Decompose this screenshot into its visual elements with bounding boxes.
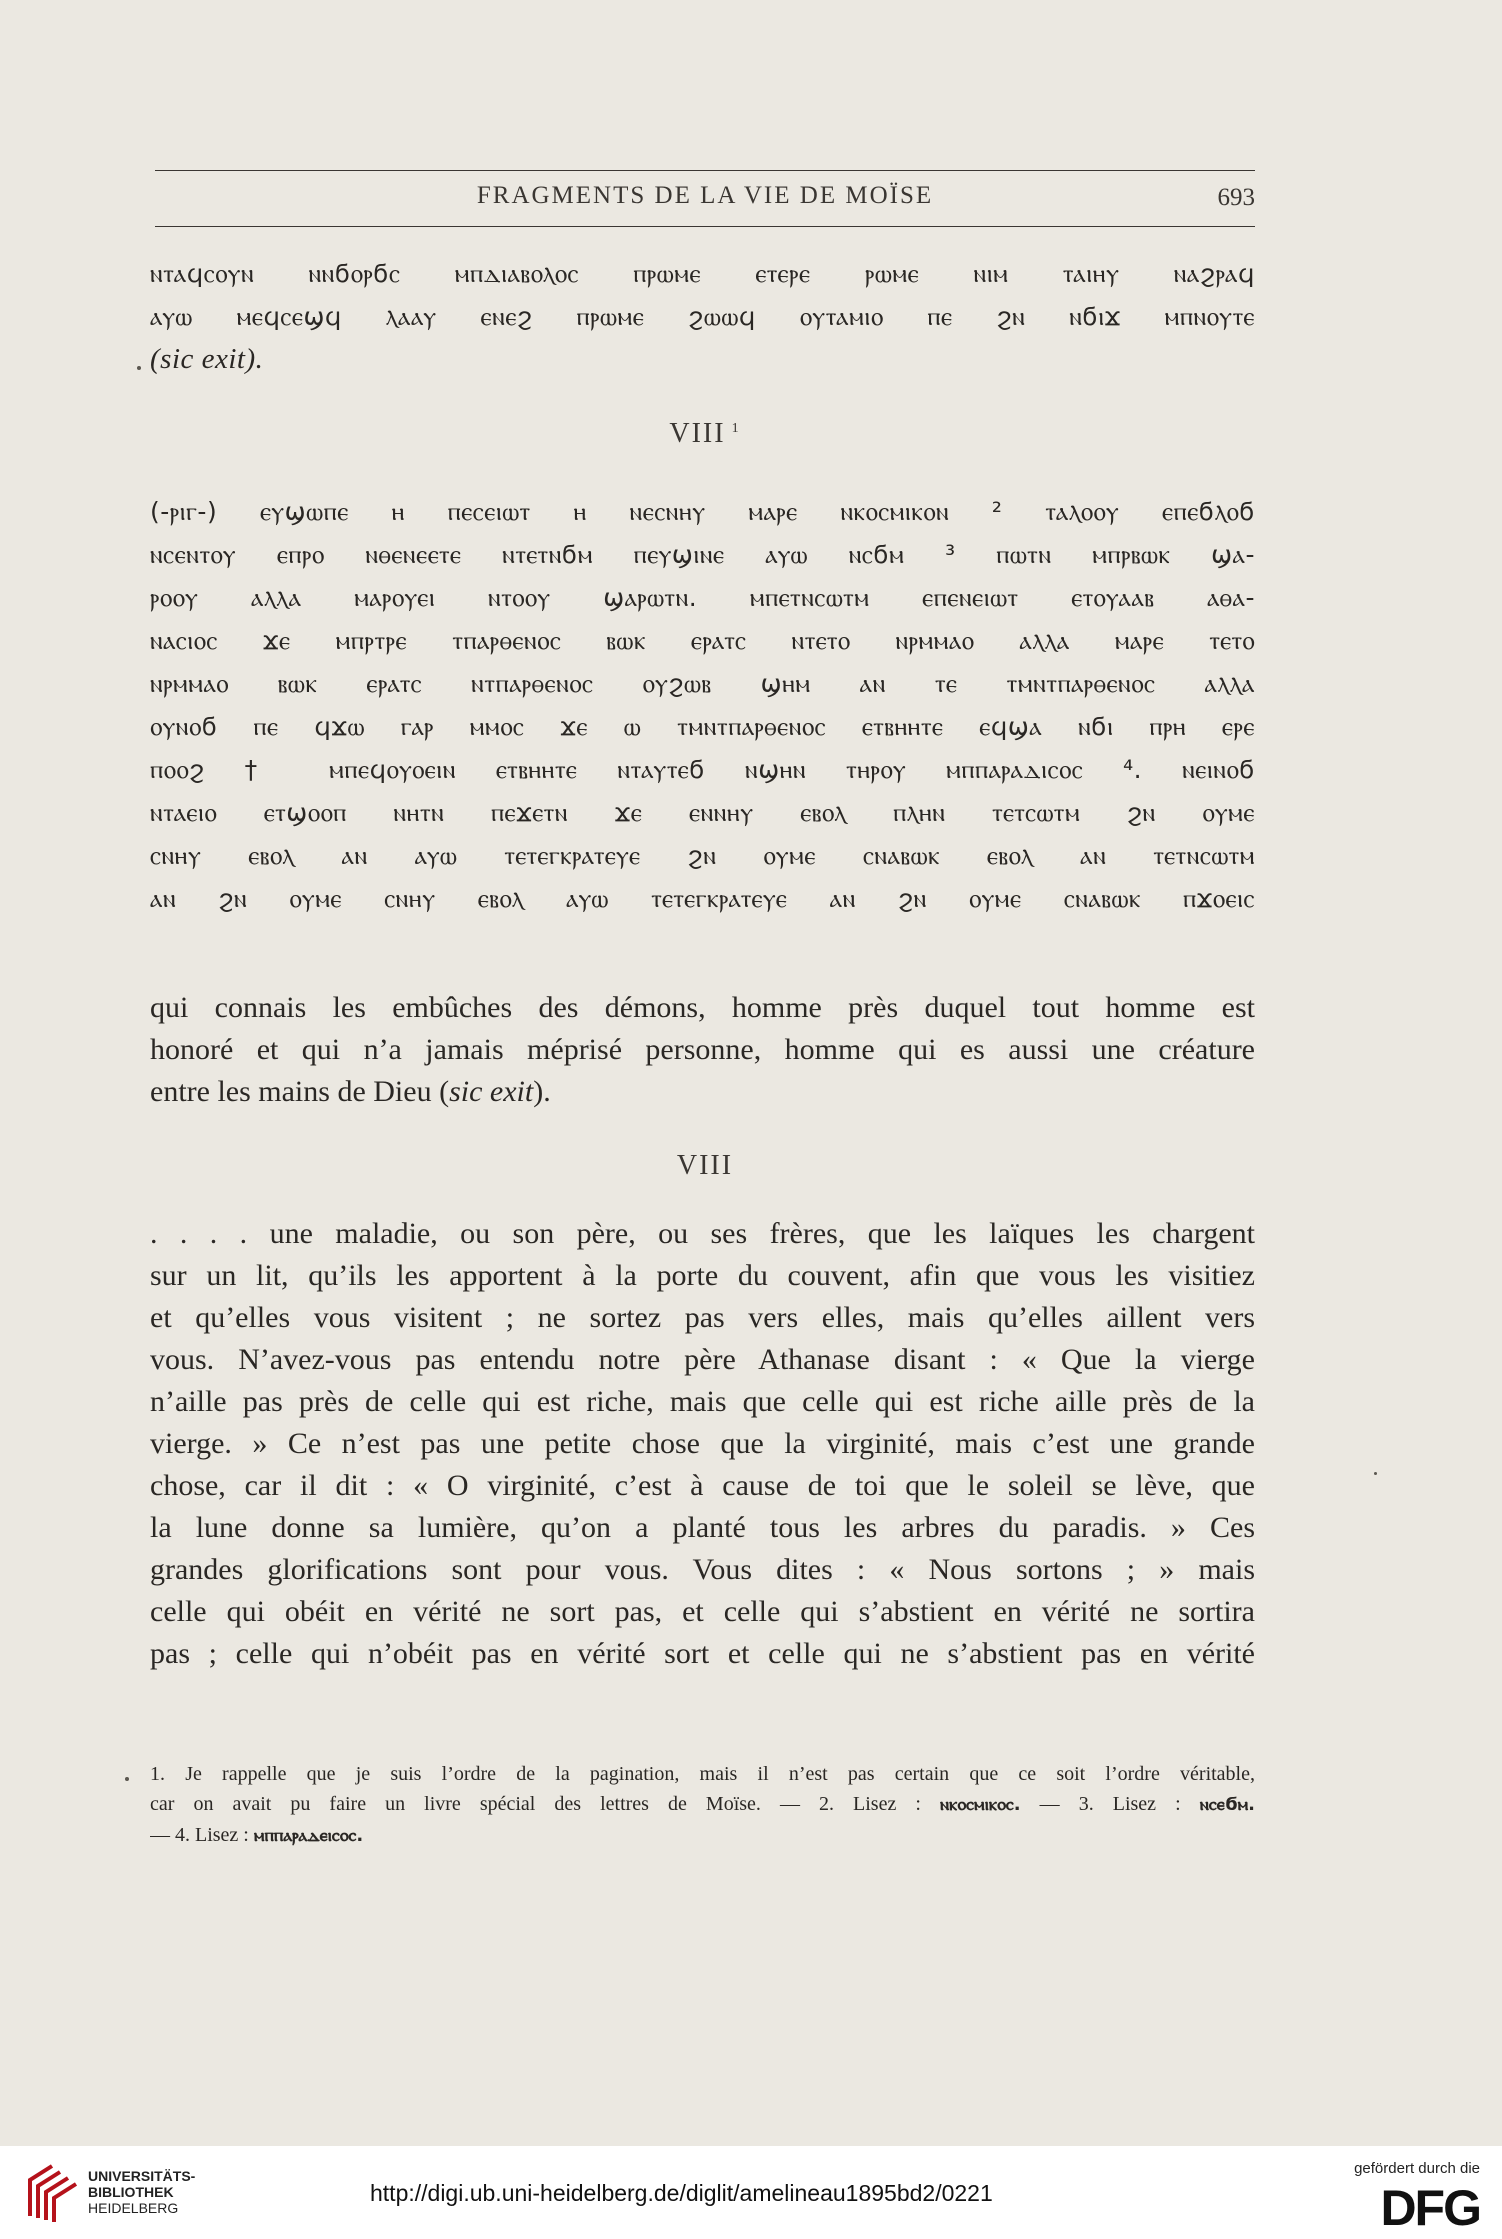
coptic-line: ⲛⲧⲁⲉⲓⲟ ⲉⲧϣⲟⲟⲡ ⲛⲏⲧⲛ ⲡⲉϫⲉⲧⲛ ϫⲉ ⲉⲛⲛⲏⲩ ⲉⲃⲟⲗ ⲡⲗⲏⲛ ⲧⲉⲧⲥⲱⲧⲙ ϩⲛ ⲟⲩⲙⲉ bbox=[150, 798, 1255, 827]
french-line: chose, car il dit : « O virginité, c’est à cause de toi que le soleil se lève, que bbox=[150, 1469, 1255, 1502]
page-number: 693 bbox=[1217, 184, 1255, 211]
scan-speck bbox=[137, 366, 141, 370]
university-library-logo-icon bbox=[22, 2158, 80, 2224]
scan-speck bbox=[1374, 1472, 1377, 1475]
section-numeral: VIII bbox=[669, 418, 726, 449]
funder-note: gefördert durch die bbox=[1354, 2160, 1480, 2177]
footnote-ref: 1 bbox=[731, 420, 741, 436]
sic-exit: (sic exit). bbox=[150, 343, 264, 375]
french-line-last: entre les mains de Dieu (sic exit). bbox=[150, 1075, 551, 1108]
french-line: qui connais les embûches des démons, homme près duquel tout homme est bbox=[150, 991, 1255, 1024]
french-line: n’aille pas près de celle qui est riche, mais que celle qui est riche aille près de la bbox=[150, 1385, 1255, 1418]
running-title: FRAGMENTS DE LA VIE DE MOÏSE bbox=[476, 182, 934, 209]
section-numeral: VIII bbox=[676, 1150, 734, 1181]
french-line: pas ; celle qui n’obéit pas en vérité sort et celle qui ne s’abstient pas en vérité bbox=[150, 1637, 1255, 1670]
french-line: grandes glorifications sont pour vous. Vous dites : « Nous sortons ; » mais bbox=[150, 1553, 1255, 1586]
coptic-line: ⲡⲟⲟϩ † ⲙⲡⲉϥⲟⲩⲟⲉⲓⲛ ⲉⲧⲃⲏⲏⲧⲉ ⲛⲧⲁⲩⲧⲉϭ ⲛϣⲏⲛ ⲧⲏⲣⲟⲩ ⲙⲡⲡⲁⲣⲁⲇⲓⲥⲟⲥ ⁴. ⲛⲉⲓⲛⲟϭ bbox=[150, 755, 1255, 784]
french-line: et qu’elles vous visitent ; ne sortez pas vers elles, mais qu’elles aillent vers bbox=[150, 1301, 1255, 1334]
permalink[interactable]: http://digi.ub.uni-heidelberg.de/diglit/amelineau1895bd2/0221 bbox=[370, 2180, 993, 2206]
french-line: sur un lit, qu’ils les apportent à la porte du couvent, afin que vous les visitiez bbox=[150, 1259, 1255, 1292]
french-line: vous. N’avez-vous pas entendu notre père Athanase disant : « Que la vierge bbox=[150, 1343, 1255, 1376]
coptic-line: ⲛⲣⲙⲙⲁⲟ ⲃⲱⲕ ⲉⲣⲁⲧⲥ ⲛⲧⲡⲁⲣⲑⲉⲛⲟⲥ ⲟⲩϩⲱⲃ ϣⲏⲙ ⲁⲛ ⲧⲉ ⲧⲙⲛⲧⲡⲁⲣⲑⲉⲛⲟⲥ ⲁⲗⲗⲁ bbox=[150, 669, 1255, 698]
coptic-top-line: ⲁⲩⲱ ⲙⲉϥⲥⲉϣϥ ⲗⲁⲁⲩ ⲉⲛⲉϩ ⲡⲣⲱⲙⲉ ϩⲱⲱϥ ⲟⲩⲧⲁⲙⲓⲟ ⲡⲉ ϩⲛ ⲛϭⲓϫ ⲙⲡⲛⲟⲩⲧⲉ bbox=[150, 302, 1255, 331]
library-name: UNIVERSITÄTS- BIBLIOTHEK HEIDELBERG bbox=[88, 2168, 196, 2216]
coptic-main-block bbox=[150, 490, 1255, 920]
french-line: celle qui obéit en vérité ne sort pas, et celle qui s’abstient en vérité ne sortira bbox=[150, 1595, 1255, 1628]
coptic-line: ⲁⲛ ϩⲛ ⲟⲩⲙⲉ ⲥⲛⲏⲩ ⲉⲃⲟⲗ ⲁⲩⲱ ⲧⲉⲧⲉⲅⲕⲣⲁⲧⲉⲩⲉ ⲁⲛ ϩⲛ ⲟⲩⲙⲉ ⲥⲛⲁⲃⲱⲕ ⲡϫⲟⲉⲓⲥ bbox=[150, 884, 1255, 913]
french-translation-main bbox=[150, 1213, 1255, 1675]
digitization-footer bbox=[0, 2146, 1502, 2239]
header-rule-bottom bbox=[155, 226, 1255, 227]
coptic-line: ⲥⲛⲏⲩ ⲉⲃⲟⲗ ⲁⲛ ⲁⲩⲱ ⲧⲉⲧⲉⲅⲕⲣⲁⲧⲉⲩⲉ ϩⲛ ⲟⲩⲙⲉ ⲥⲛⲁⲃⲱⲕ ⲉⲃⲟⲗ ⲁⲛ ⲧⲉⲧⲛⲥⲱⲧⲙ bbox=[150, 841, 1255, 870]
dfg-logo: DFG bbox=[1380, 2180, 1480, 2236]
coptic-top-line: ⲛⲧⲁϥⲥⲟⲩⲛ ⲛⲛϭⲟⲣϭⲥ ⲙⲡⲇⲓⲁⲃⲟⲗⲟⲥ ⲡⲣⲱⲙⲉ ⲉⲧⲉⲣⲉ ⲣⲱⲙⲉ ⲛⲓⲙ ⲧⲁⲓⲏⲩ ⲛⲁϩⲣⲁϥ bbox=[150, 259, 1255, 288]
coptic-line: (-ⲣⲓⲅ-) ⲉⲩϣⲱⲡⲉ ⲏ ⲡⲉⲥⲉⲓⲱⲧ ⲏ ⲛⲉⲥⲛⲏⲩ ⲙⲁⲣⲉ ⲛⲕⲟⲥⲙⲓⲕⲟⲛ ² ⲧⲁⲗⲟⲟⲩ ⲉⲡⲉϭⲗⲟϭ bbox=[150, 497, 1255, 526]
french-line: la lune donne sa lumière, qu’on a planté tous les arbres du paradis. » Ces bbox=[150, 1511, 1255, 1544]
french-line: vierge. » Ce n’est pas une petite chose que la virginité, mais c’est une grande bbox=[150, 1427, 1255, 1460]
french-line: honoré et qui n’a jamais méprisé personne, homme qui es aussi une créature bbox=[150, 1033, 1255, 1066]
footnote-line: — 4. Lisez : ⲙⲡⲡⲁⲣⲁⲇⲉⲓⲥⲟⲥ. bbox=[150, 1824, 364, 1846]
coptic-line: ⲛⲁⲥⲓⲟⲥ ϫⲉ ⲙⲡⲣⲧⲣⲉ ⲧⲡⲁⲣⲑⲉⲛⲟⲥ ⲃⲱⲕ ⲉⲣⲁⲧⲥ ⲛⲧⲉⲧⲟ ⲛⲣⲙⲙⲁⲟ ⲁⲗⲗⲁ ⲙⲁⲣⲉ ⲧⲉⲧⲟ bbox=[150, 626, 1255, 655]
coptic-top-block bbox=[150, 252, 1255, 381]
french-line: . . . . une maladie, ou son père, ou ses frères, que les laïques les chargent bbox=[150, 1217, 1255, 1250]
footnote-line: car on avait pu faire un livre spécial des lettres de Moïse. — 2. Lisez : ⲛⲕⲟⲥⲙⲓⲕⲟⲥ. — 3. Lisez : ⲛⲥⲉϭⲙ. bbox=[150, 1793, 1255, 1815]
section-heading-coptic bbox=[155, 418, 1255, 450]
coptic-line: ⲣⲟⲟⲩ ⲁⲗⲗⲁ ⲙⲁⲣⲟⲩⲉⲓ ⲛⲧⲟⲟⲩ ϣⲁⲣⲱⲧⲛ. ⲙⲡⲉⲧⲛⲥⲱⲧⲙ ⲉⲡⲉⲛⲉⲓⲱⲧ ⲉⲧⲟⲩⲁⲁⲃ ⲁⲑⲁ- bbox=[150, 583, 1255, 612]
coptic-line: ⲟⲩⲛⲟϭ ⲡⲉ ϥϫⲱ ⲅⲁⲣ ⲙⲙⲟⲥ ϫⲉ ⲱ ⲧⲙⲛⲧⲡⲁⲣⲑⲉⲛⲟⲥ ⲉⲧⲃⲏⲏⲧⲉ ⲉϥϣⲁ ⲛϭⲓ ⲡⲣⲏ ⲉⲣⲉ bbox=[150, 712, 1255, 741]
section-heading-french bbox=[155, 1150, 1255, 1182]
header-rule-top bbox=[155, 170, 1255, 171]
coptic-line: ⲛⲥⲉⲛⲧⲟⲩ ⲉⲡⲣⲟ ⲛⲑⲉⲛⲉⲉⲧⲉ ⲛⲧⲉⲧⲛϭⲙ ⲡⲉⲩϣⲓⲛⲉ ⲁⲩⲱ ⲛⲥϭⲙ ³ ⲡⲱⲧⲛ ⲙⲡⲣⲃⲱⲕ ϣⲁ- bbox=[150, 540, 1255, 569]
footnotes bbox=[150, 1759, 1255, 1851]
scan-speck bbox=[125, 1777, 129, 1781]
footnote-line: 1. Je rappelle que je suis l’ordre de la pagination, mais il n’est pas certain que ce soit l’ordre véritable, bbox=[150, 1763, 1255, 1785]
french-translation-top bbox=[150, 987, 1255, 1113]
